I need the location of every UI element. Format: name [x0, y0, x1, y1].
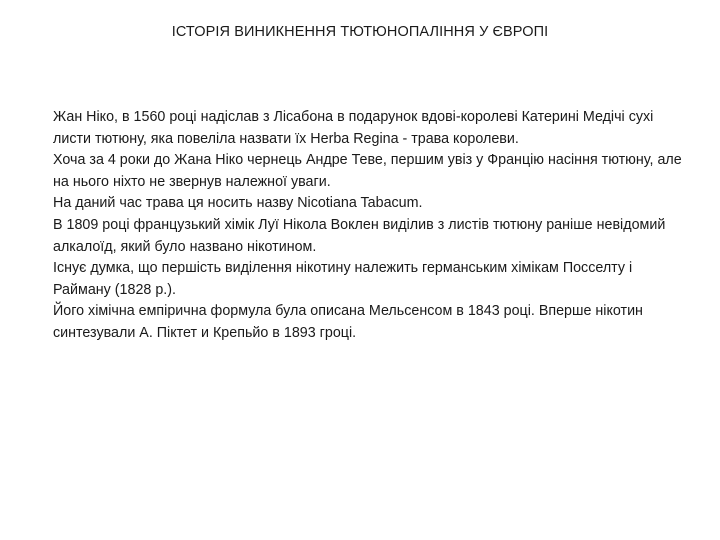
paragraph-niko: Жан Ніко, в 1560 році надіслав з Лісабона в подарунок вдові-королеві Катерині Медічі сухі листи тютюну, яка повеліла назвати їх Herba Regina - трава королеви.: [53, 109, 654, 147]
paragraph-posselt: Існує думка, що першість виділення нікотину належить германським хімікам Посселту і Райману (1828 р.).: [53, 260, 633, 298]
paragraph-nicotiana: На даний час трава ця носить назву Nicotiana Tabacum.: [53, 195, 423, 212]
paragraph-vauquelin: В 1809 році французький хімік Луї Нікола Воклен виділив з листів тютюну раніше невідомий алкалоїд, який було названо нікотином.: [53, 216, 666, 255]
slide-title: ІСТОРІЯ ВИНИКНЕННЯ ТЮТЮНОПАЛІННЯ У ЄВРОПІ: [171, 24, 549, 40]
paragraph-formula: Його хімічна емпірична формула була описана Мельсенсом в 1843 році. Вперше нікотин синтезували А. Піктет и Крепьйо в 1893 гроці.: [53, 303, 643, 341]
paragraph-teve: Хоча за 4 роки до Жана Ніко чернець Андре Теве, першим увіз у Францію насіння тютюну, але на нього ніхто не звернув належної уваги.: [53, 152, 682, 190]
slide-body: [53, 107, 693, 345]
